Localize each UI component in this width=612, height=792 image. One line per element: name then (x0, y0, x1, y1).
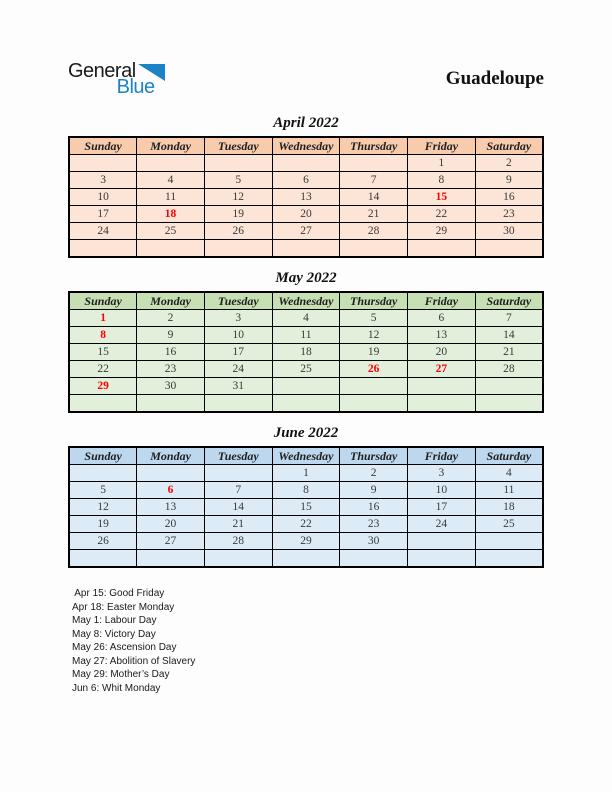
day-cell: 7 (475, 310, 543, 327)
day-cell: 1 (272, 465, 340, 482)
holiday-item: Apr 18: Easter Monday (72, 601, 175, 613)
weekday-header-tuesday: Tuesday (204, 137, 272, 155)
empty-day-cell (408, 550, 476, 568)
day-cell: 15 (69, 344, 137, 361)
day-cell: 19 (340, 344, 408, 361)
day-cell: 26 (204, 223, 272, 240)
weekday-header-row (69, 137, 543, 155)
day-cell: 20 (137, 516, 205, 533)
day-cell: 25 (137, 223, 205, 240)
week-row (69, 327, 543, 344)
day-cell: 31 (204, 378, 272, 395)
day-cell: 17 (408, 499, 476, 516)
empty-day-cell (272, 550, 340, 568)
weekday-header-sunday: Sunday (69, 137, 137, 155)
day-cell: 30 (475, 223, 543, 240)
weekday-header-wednesday: Wednesday (272, 447, 340, 465)
empty-day-cell (408, 378, 476, 395)
day-cell: 24 (69, 223, 137, 240)
empty-day-cell (69, 550, 137, 568)
empty-day-cell (475, 395, 543, 413)
month-title: May 2022 (275, 270, 337, 286)
empty-day-cell (137, 465, 205, 482)
day-cell: 7 (204, 482, 272, 499)
week-row (69, 240, 543, 258)
empty-day-cell (204, 465, 272, 482)
weekday-header-thursday: Thursday (340, 292, 408, 310)
day-cell: 9 (137, 327, 205, 344)
day-cell: 11 (272, 327, 340, 344)
empty-day-cell (475, 240, 543, 258)
day-cell: 30 (137, 378, 205, 395)
week-row (69, 533, 543, 550)
holiday-day-cell: 8 (69, 327, 137, 344)
day-cell: 15 (272, 499, 340, 516)
empty-day-cell (272, 240, 340, 258)
day-cell: 22 (69, 361, 137, 378)
empty-day-cell (272, 155, 340, 172)
day-cell: 8 (408, 172, 476, 189)
day-cell: 29 (408, 223, 476, 240)
weekday-header-row (69, 292, 543, 310)
day-cell: 28 (340, 223, 408, 240)
calendar-table-may-2022 (68, 291, 544, 413)
empty-day-cell (204, 240, 272, 258)
month-title: June 2022 (273, 425, 339, 441)
day-cell: 12 (69, 499, 137, 516)
day-cell: 6 (408, 310, 476, 327)
holiday-item: May 29: Mother’s Day (72, 669, 170, 680)
empty-day-cell (69, 465, 137, 482)
day-cell: 19 (69, 516, 137, 533)
empty-day-cell (340, 395, 408, 413)
weekday-header-friday: Friday (408, 292, 476, 310)
day-cell: 14 (204, 499, 272, 516)
empty-day-cell (272, 378, 340, 395)
day-cell: 24 (204, 361, 272, 378)
day-cell: 25 (475, 516, 543, 533)
week-row (69, 172, 543, 189)
day-cell: 10 (408, 482, 476, 499)
day-cell: 4 (272, 310, 340, 327)
day-cell: 1 (408, 155, 476, 172)
day-cell: 12 (204, 189, 272, 206)
empty-day-cell (137, 240, 205, 258)
day-cell: 17 (204, 344, 272, 361)
weekday-header-friday: Friday (408, 447, 476, 465)
week-row (69, 206, 543, 223)
day-cell: 17 (69, 206, 137, 223)
holiday-item: Jun 6: Whit Monday (72, 682, 161, 694)
weekday-header-tuesday: Tuesday (204, 447, 272, 465)
day-cell: 22 (408, 206, 476, 223)
logo-general-text: General (68, 60, 136, 82)
empty-day-cell (408, 533, 476, 550)
day-cell: 25 (272, 361, 340, 378)
day-cell: 23 (137, 361, 205, 378)
week-row (69, 310, 543, 327)
weekday-header-saturday: Saturday (475, 292, 543, 310)
day-cell: 20 (272, 206, 340, 223)
holiday-item: May 27: Abolition of Slavery (72, 655, 196, 667)
day-cell: 2 (475, 155, 543, 172)
empty-day-cell (137, 550, 205, 568)
empty-day-cell (475, 533, 543, 550)
weekday-header-sunday: Sunday (69, 447, 137, 465)
empty-day-cell (137, 395, 205, 413)
empty-day-cell (69, 395, 137, 413)
day-cell: 23 (340, 516, 408, 533)
weekday-header-tuesday: Tuesday (204, 292, 272, 310)
week-row (69, 223, 543, 240)
holiday-item: May 1: Labour Day (72, 615, 157, 626)
day-cell: 19 (204, 206, 272, 223)
holiday-item: Apr 15: Good Friday (72, 588, 165, 599)
holiday-day-cell: 26 (340, 361, 408, 378)
day-cell: 2 (137, 310, 205, 327)
day-cell: 23 (475, 206, 543, 223)
day-cell: 29 (272, 533, 340, 550)
day-cell: 16 (475, 189, 543, 206)
weekday-header-wednesday: Wednesday (272, 292, 340, 310)
day-cell: 24 (408, 516, 476, 533)
day-cell: 13 (272, 189, 340, 206)
holiday-day-cell: 18 (137, 206, 205, 223)
day-cell: 28 (204, 533, 272, 550)
week-row (69, 499, 543, 516)
day-cell: 2 (340, 465, 408, 482)
holiday-day-cell: 15 (408, 189, 476, 206)
day-cell: 7 (340, 172, 408, 189)
day-cell: 3 (408, 465, 476, 482)
day-cell: 9 (340, 482, 408, 499)
day-cell: 14 (475, 327, 543, 344)
holiday-day-cell: 6 (137, 482, 205, 499)
day-cell: 16 (340, 499, 408, 516)
empty-day-cell (340, 240, 408, 258)
weekday-header-saturday: Saturday (475, 447, 543, 465)
day-cell: 28 (475, 361, 543, 378)
weekday-header-monday: Monday (137, 292, 205, 310)
day-cell: 20 (408, 344, 476, 361)
month-section-june-2022 (68, 425, 544, 568)
weekday-header-thursday: Thursday (340, 447, 408, 465)
week-row (69, 361, 543, 378)
month-title: April 2022 (273, 115, 339, 131)
weekday-header-row (69, 447, 543, 465)
weekday-header-saturday: Saturday (475, 137, 543, 155)
holiday-item: May 26: Ascension Day (72, 642, 177, 653)
week-row (69, 550, 543, 568)
day-cell: 6 (272, 172, 340, 189)
empty-day-cell (408, 395, 476, 413)
month-section-april-2022 (68, 115, 544, 258)
month-section-may-2022 (68, 270, 544, 413)
weekday-header-sunday: Sunday (69, 292, 137, 310)
day-cell: 5 (69, 482, 137, 499)
day-cell: 10 (69, 189, 137, 206)
calendar-months (68, 115, 544, 568)
day-cell: 30 (340, 533, 408, 550)
week-row (69, 482, 543, 499)
holiday-item: May 8: Victory Day (72, 628, 156, 640)
day-cell: 8 (272, 482, 340, 499)
day-cell: 27 (137, 533, 205, 550)
day-cell: 13 (408, 327, 476, 344)
day-cell: 3 (69, 172, 137, 189)
empty-day-cell (408, 240, 476, 258)
day-cell: 14 (340, 189, 408, 206)
empty-day-cell (475, 378, 543, 395)
day-cell: 16 (137, 344, 205, 361)
week-row (69, 395, 543, 413)
day-cell: 9 (475, 172, 543, 189)
holiday-day-cell: 27 (408, 361, 476, 378)
day-cell: 10 (204, 327, 272, 344)
document-header (68, 56, 544, 102)
day-cell: 13 (137, 499, 205, 516)
calendar-table-april-2022 (68, 136, 544, 258)
day-cell: 21 (204, 516, 272, 533)
day-cell: 12 (340, 327, 408, 344)
day-cell: 5 (340, 310, 408, 327)
empty-day-cell (340, 550, 408, 568)
day-cell: 5 (204, 172, 272, 189)
day-cell: 22 (272, 516, 340, 533)
holiday-day-cell: 29 (69, 378, 137, 395)
day-cell: 26 (69, 533, 137, 550)
holiday-day-cell: 1 (69, 310, 137, 327)
day-cell: 21 (340, 206, 408, 223)
day-cell: 3 (204, 310, 272, 327)
empty-day-cell (69, 155, 137, 172)
day-cell: 11 (137, 189, 205, 206)
empty-day-cell (204, 395, 272, 413)
week-row (69, 516, 543, 533)
holiday-list (68, 587, 544, 695)
day-cell: 21 (475, 344, 543, 361)
day-cell: 18 (475, 499, 543, 516)
week-row (69, 189, 543, 206)
week-row (69, 155, 543, 172)
day-cell: 18 (272, 344, 340, 361)
day-cell: 11 (475, 482, 543, 499)
day-cell: 4 (475, 465, 543, 482)
empty-day-cell (340, 155, 408, 172)
empty-day-cell (475, 550, 543, 568)
weekday-header-wednesday: Wednesday (272, 137, 340, 155)
empty-day-cell (204, 550, 272, 568)
empty-day-cell (340, 378, 408, 395)
calendar-table-june-2022 (68, 446, 544, 568)
week-row (69, 465, 543, 482)
logo-blue-text: Blue (116, 76, 155, 98)
week-row (69, 378, 543, 395)
weekday-header-thursday: Thursday (340, 137, 408, 155)
day-cell: 27 (272, 223, 340, 240)
week-row (69, 344, 543, 361)
page-title: Guadeloupe (445, 68, 544, 89)
day-cell: 4 (137, 172, 205, 189)
weekday-header-friday: Friday (408, 137, 476, 155)
weekday-header-monday: Monday (137, 447, 205, 465)
empty-day-cell (204, 155, 272, 172)
empty-day-cell (272, 395, 340, 413)
weekday-header-monday: Monday (137, 137, 205, 155)
empty-day-cell (137, 155, 205, 172)
empty-day-cell (69, 240, 137, 258)
general-blue-logo (68, 61, 165, 97)
